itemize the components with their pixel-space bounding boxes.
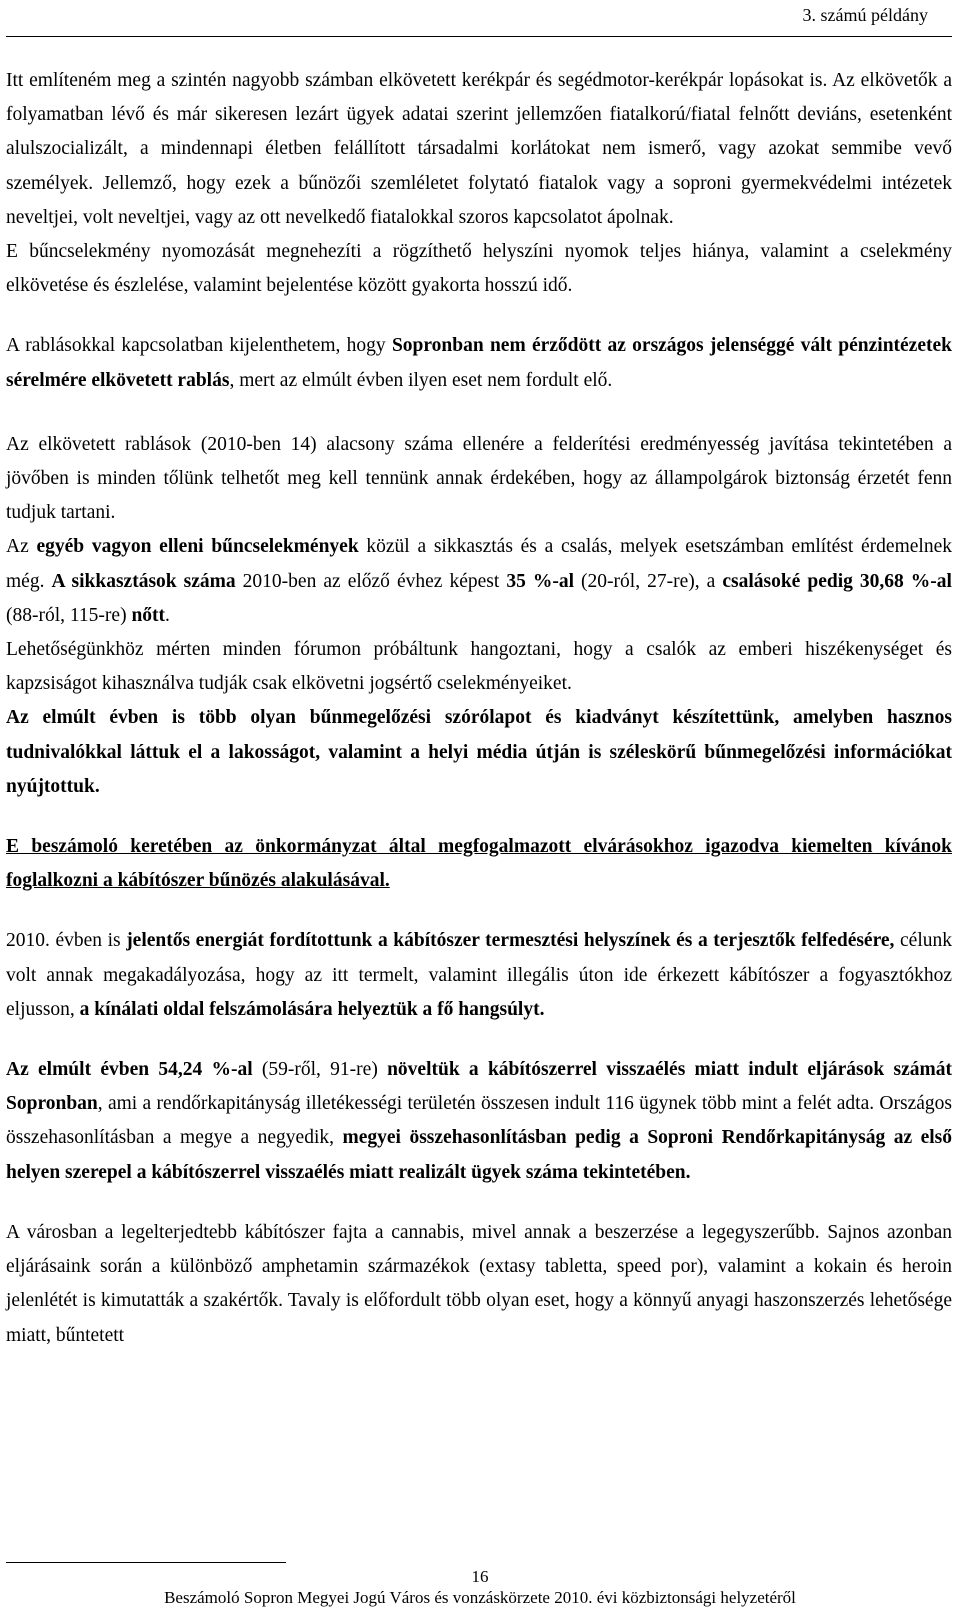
text-run: , ami a rendőrkapitányság illetékességi területén összesen indult 116 ügynek több mint a felét adta. Országos összehasonlításban a megye a negyedik, — [6, 1093, 952, 1149]
text-run-bold: nőtt — [131, 604, 166, 626]
document-body — [6, 64, 952, 1353]
paragraph-drug-production — [6, 924, 952, 1027]
paragraph-robbery-count: Az elkövetett rablások (2010-ben 14) alacsony száma ellenére a felderítési eredményesség javítása tekintetében a jövőben is minden tőlünk telhetőt meg kell tennünk annak érdekében, hogy az állampolgárok biztonság érzetét fenn tudjuk tartani. — [6, 433, 952, 524]
text-run: 2010. évben is — [6, 930, 127, 952]
paragraph-fraud-awareness: Lehetőségünkhöz mérten minden fórumon próbáltunk hangoztani, hogy a csalók az emberi hiszékenységet és kapzsiságot kihasználva tudják csak elkövetni jogsértő cselekményeiket. — [6, 639, 952, 695]
page-header-label: 3. számú példány — [802, 5, 928, 25]
text-run: (88-ról, 115-re) — [6, 604, 132, 626]
page-number: 16 — [471, 1567, 489, 1586]
text-run: , mert az elmúlt évben ilyen eset nem fordult elő. — [229, 369, 613, 391]
text-run-bold: a kínálati oldal felszámolására helyeztük a fő hangsúlyt. — [79, 998, 545, 1020]
paragraph-investigation-difficulty: E bűncselekmény nyomozását megnehezíti a rögzíthető helyszíni nyomok teljes hiánya, valamint a cselekmény elkövetése és észlelése, valamint bejelentése között gyakorta hosszú idő. — [6, 241, 952, 297]
text-run-bold: növeltük a kábítószerrel visszaélés miatt indult eljárások számát Sopronban — [6, 1059, 952, 1115]
text-run: közül a sikkasztás és a csalás, melyek esetszámban említést érdemelnek még. — [6, 536, 952, 592]
footer-document-title: Beszámoló Sopron Megyei Jogú Város és vonzáskörzete 2010. évi közbiztonsági helyzetéről — [164, 1588, 796, 1607]
text-run-bold: Az elmúlt évben is több olyan bűnmegelőzési szórólapot és kiadványt készítettünk, amelyben hasznos tudnivalókkal láttuk el a lakosságot, valamint a helyi média útján is széleskörű bűnmegelőzési információkat nyújtottuk. — [6, 707, 952, 797]
text-run: . — [165, 604, 170, 626]
footer-divider — [6, 1562, 286, 1563]
text-run-bold: Az elmúlt évben 54,24 %-al — [6, 1059, 253, 1081]
paragraph-drug-types: A városban a legelterjedtebb kábítószer fajta a cannabis, mivel annak a beszerzése a legegyszerűbb. Sajnos azonban eljárásaink során a különböző amphetamin származékok (extasy tabletta, speed por), valamint a kokain és heroin jelenlétét is kimutatták a szakértők. Tavaly is előfordult több olyan eset, hogy a könnyű anyagi haszonszerzés lehetősége miatt, bűntetett — [6, 1221, 952, 1346]
text-run: Az — [6, 536, 37, 558]
paragraph-prevention-leaflets — [6, 701, 952, 804]
text-run: (20-ról, 27-re), a — [574, 570, 723, 592]
paragraph-robberies — [6, 329, 952, 397]
text-run-bold-underlined: E beszámoló keretében az önkormányzat által megfogalmazott elvárásokhoz igazodva kiemelten kívánok foglalkozni a kábítószer bűnözés alakulásával. — [6, 836, 952, 892]
text-run-bold: jelentős energiát fordítottunk a kábítószer termesztési helyszínek és a terjesztők felfedésére, — [126, 930, 895, 952]
text-run: A rablásokkal kapcsolatban kijelenthetem, hogy — [6, 335, 392, 357]
text-run-bold: csalásoké pedig 30,68 %-al — [722, 570, 952, 592]
text-run-bold: A sikkasztások száma — [51, 570, 236, 592]
text-run: 2010-ben az előző évhez képest — [235, 570, 507, 592]
text-run-bold: Sopronban nem érződött az országos jelenséggé vált pénzintézetek sérelmére elkövetett rablás — [6, 335, 952, 391]
text-run-bold: megyei összehasonlításban pedig a Soproni Rendőrkapitányság az első helyen szerepel a kábítószerrel visszaélés miatt realizált ügyek száma tekintetében. — [6, 1127, 953, 1183]
header-divider — [6, 36, 952, 37]
paragraph-drug-focus — [6, 830, 952, 898]
text-run-bold: egyéb vagyon elleni bűncselekmények — [36, 536, 359, 558]
text-run: célunk volt annak megakadályozása, hogy az itt termelt, valamint illegális úton ide érkezett kábítószer a fogyasztókhoz eljusson, — [6, 930, 952, 1020]
text-run: (59-ről, 91-re) — [252, 1059, 388, 1081]
paragraph-bicycle-theft: Itt említeném meg a szintén nagyobb számban elkövetett kerékpár és segédmotor-kerékpár lopásokat is. Az elkövetők a folyamatban lévő és már sikeresen lezárt ügyek adatai szerint jellemzően fiatalkorú/fiatal felnőtt deviáns, esetenként alulszocializált, a mindennapi életben felállított társadalmi korlátokat nem ismerő, vagy azokat semmibe vevő személyek. Jellemző, hogy ezek a bűnözői szemléletet folytató fiatalok vagy a soproni gyermekvédelmi intézetek neveltjei, volt neveltjei, vagy az ott nevelkedő fiatalokkal szoros kapcsolatot ápolnak. — [6, 70, 952, 228]
paragraph-property-crimes — [6, 530, 952, 633]
text-run-bold: 35 %-al — [506, 570, 575, 592]
paragraph-drug-cases — [6, 1053, 952, 1190]
